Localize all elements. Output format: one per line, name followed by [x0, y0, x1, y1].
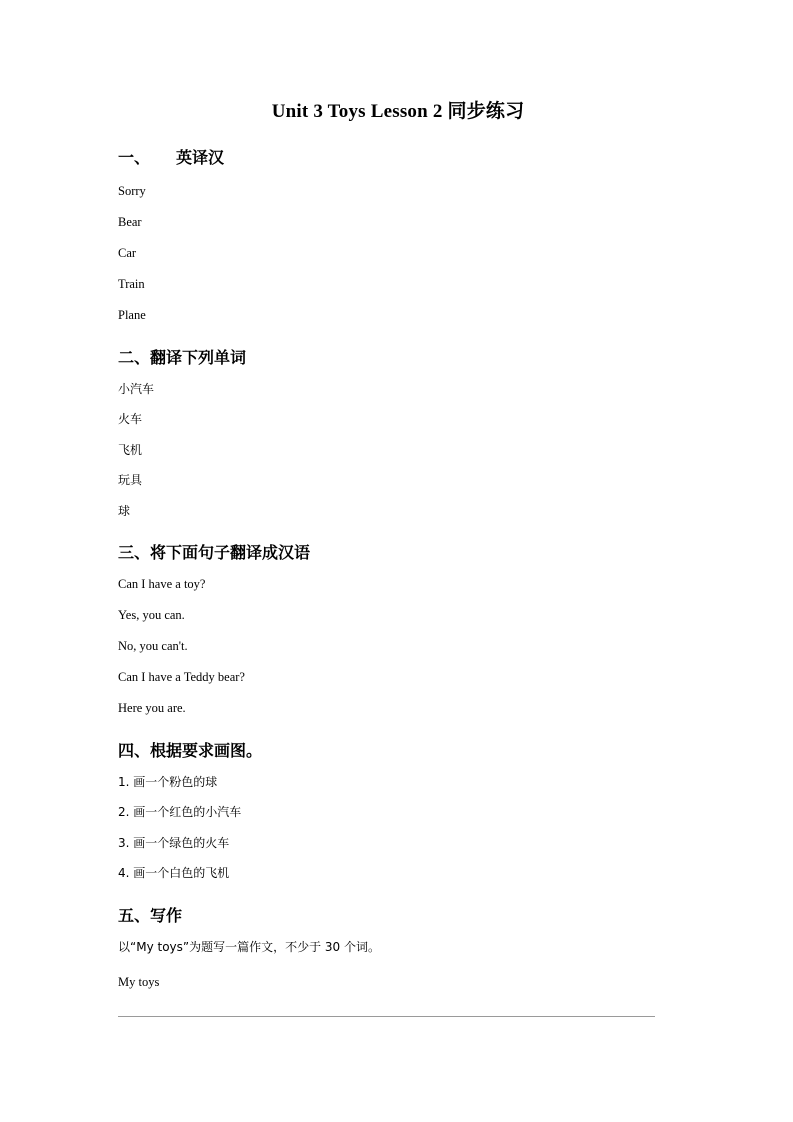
section-1-heading	[118, 145, 678, 168]
footer-divider	[118, 1016, 655, 1017]
list-item: Can I have a toy?	[118, 576, 206, 591]
section-1	[118, 145, 678, 323]
section-2-heading: 二、翻译下列单词	[118, 348, 247, 367]
list-item: 小汽车	[118, 382, 155, 396]
page-title: Unit 3 Toys Lesson 2 同步练习	[271, 101, 525, 122]
list-item: Plane	[118, 308, 146, 322]
document-body	[118, 96, 678, 1023]
list-item: 飞机	[118, 442, 143, 457]
list-item: Sorry	[118, 184, 146, 198]
section-4-heading: 四、根据要求画图。	[118, 740, 263, 760]
list-item: Car	[118, 246, 137, 260]
section-5-heading: 五、写作	[118, 905, 183, 925]
list-item: Here you are.	[118, 700, 186, 715]
list-item: Train	[118, 277, 145, 291]
section-1-number: 一、	[118, 148, 151, 167]
list-item: 3. 画一个绿色的火车	[118, 835, 230, 850]
list-item: 球	[118, 503, 131, 518]
writing-answer-start: My toys	[118, 975, 160, 990]
section-3	[118, 540, 678, 716]
section-5	[118, 903, 678, 1018]
list-item: 1. 画一个粉色的球	[118, 774, 218, 789]
list-item: Bear	[118, 215, 142, 229]
list-item: 4. 画一个白色的飞机	[118, 866, 230, 881]
writing-prompt: 以“My toys”为题写一篇作文，不少于 30 个词。	[118, 939, 381, 954]
list-item: 2. 画一个红色的小汽车	[118, 805, 242, 820]
list-item: 火车	[118, 412, 143, 427]
section-3-heading: 三、将下面句子翻译成汉语	[118, 542, 311, 562]
list-item: Yes, you can.	[118, 607, 185, 622]
list-item: Can I have a Teddy bear?	[118, 669, 245, 684]
section-4	[118, 738, 678, 881]
list-item: 玩具	[118, 473, 143, 488]
section-2	[118, 345, 678, 518]
section-1-title: 英译汉	[176, 148, 225, 167]
list-item: No, you can't.	[118, 638, 188, 653]
